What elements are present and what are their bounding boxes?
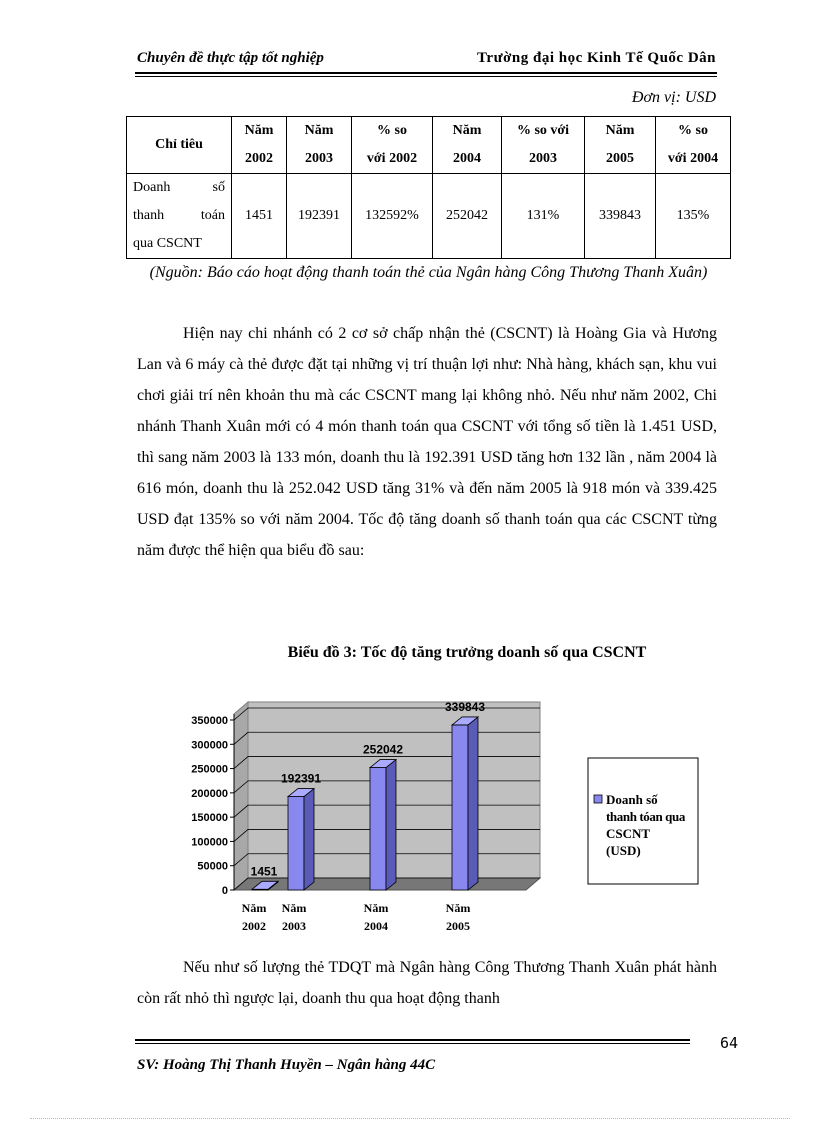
table-header-row [127, 117, 731, 174]
legend-label: CSCNT [606, 826, 651, 841]
bar [288, 797, 304, 890]
y-tick-label: 200000 [191, 787, 228, 800]
table-cell: 192391 [287, 174, 352, 259]
table-cell: 132592% [352, 174, 433, 259]
x-tick-label: Năm [363, 901, 389, 915]
revenue-table [126, 116, 731, 259]
header-rule-thin [135, 76, 717, 77]
legend-label: (USD) [606, 843, 641, 858]
data-label: 1451 [250, 864, 278, 879]
header-left: Chuyên đề thực tập tốt nghiệp [137, 50, 324, 66]
header-cell: % so với 2003 [502, 117, 585, 174]
x-tick-label: Năm [281, 901, 307, 915]
header-right: Trường đại học Kinh Tế Quốc Dân [477, 50, 716, 66]
x-tick-label: 2002 [242, 919, 266, 933]
header-cell: Năm 2004 [433, 117, 502, 174]
row-label-cell: Doanh số thanh toán qua CSCNT [127, 174, 232, 259]
x-tick-label: Năm [241, 901, 267, 915]
chart-title: Biểu đồ 3: Tốc độ tăng trưởng doanh số qua CSCNT [287, 644, 647, 661]
y-tick-label: 100000 [191, 836, 228, 849]
body-paragraph-2: Nếu như số lượng thẻ TDQT mà Ngân hàng Công Thương Thanh Xuân phát hành còn rất nhỏ thì ngược lại, doanh thu qua hoạt động thanh [137, 959, 717, 1007]
x-tick-label: 2003 [282, 919, 306, 933]
body-paragraph-1: Hiện nay chi nhánh có 2 cơ sở chấp nhận thẻ (CSCNT) là Hoàng Gia và Hương Lan và 6 máy cà thẻ được đặt tại những vị trí thuận lợi như: Nhà hàng, khách sạn, khu vui chơi giải trí nên khoản thu mà các CSCNT mang lại không nhỏ. Nếu như năm 2002, Chi nhánh Thanh Xuân mới có 4 món thanh toán qua CSCNT với tổng số tiền là 1.451 USD, thì sang năm 2003 là 133 món, doanh thu là 192.391 USD tăng hơn 132 lần , năm 2004 là 616 món, doanh thu là 252.042 USD tăng 31% và đến năm 2005 là 918 món và 339.425 USD đạt 135% so với năm 2004. Tốc độ tăng doanh số thanh toán qua các CSCNT từng năm được thể hiện qua biểu đồ sau: [137, 325, 717, 559]
table-row [127, 174, 731, 259]
footer-text: SV: Hoàng Thị Thanh Huyền – Ngân hàng 44C [137, 1057, 436, 1073]
legend-label: Doanh số [606, 792, 658, 807]
y-tick-label: 250000 [191, 763, 228, 776]
bar-side [386, 760, 396, 890]
header-cell: % so với 2002 [352, 117, 433, 174]
y-tick-label: 150000 [191, 812, 228, 825]
x-tick-label: Năm [445, 901, 471, 915]
table-cell: 131% [502, 174, 585, 259]
legend-swatch [594, 795, 602, 803]
y-tick-label: 350000 [191, 715, 228, 727]
bar-side [304, 789, 314, 890]
header-cell: Năm 2003 [287, 117, 352, 174]
footer-rule-thick [135, 1039, 690, 1041]
y-tick-label: 0 [221, 885, 228, 897]
bar-side [468, 717, 478, 890]
data-label: 339843 [444, 699, 486, 714]
page-number: 64 [720, 1034, 739, 1052]
unit-label: Đơn vị: USD [631, 89, 716, 106]
table-cell: 252042 [433, 174, 502, 259]
data-label: 252042 [362, 742, 404, 757]
bar [370, 768, 386, 890]
table-cell: 135% [656, 174, 731, 259]
header-rule-thick [135, 72, 717, 74]
header-cell: % so với 2004 [656, 117, 731, 174]
header-cell: Năm 2005 [585, 117, 656, 174]
header-cell: Chỉ tiêu [127, 117, 232, 174]
bar-chart [170, 685, 710, 935]
y-tick-label: 50000 [197, 860, 228, 873]
source-note: (Nguồn: Báo cáo hoạt động thanh toán thẻ của Ngân hàng Công Thương Thanh Xuân) [149, 264, 708, 281]
y-tick-label: 300000 [191, 739, 228, 752]
header-cell: Năm 2002 [232, 117, 287, 174]
bar [452, 725, 468, 890]
data-label: 192391 [280, 771, 322, 786]
table-cell: 1451 [232, 174, 287, 259]
legend-label: thanh tóan qua [606, 809, 685, 824]
page-edge-divider [30, 1118, 790, 1119]
table-cell: 339843 [585, 174, 656, 259]
x-tick-label: 2004 [364, 919, 388, 933]
chart-side-wall [234, 702, 248, 890]
footer-rule-thin [135, 1043, 690, 1044]
x-tick-label: 2005 [446, 919, 470, 933]
